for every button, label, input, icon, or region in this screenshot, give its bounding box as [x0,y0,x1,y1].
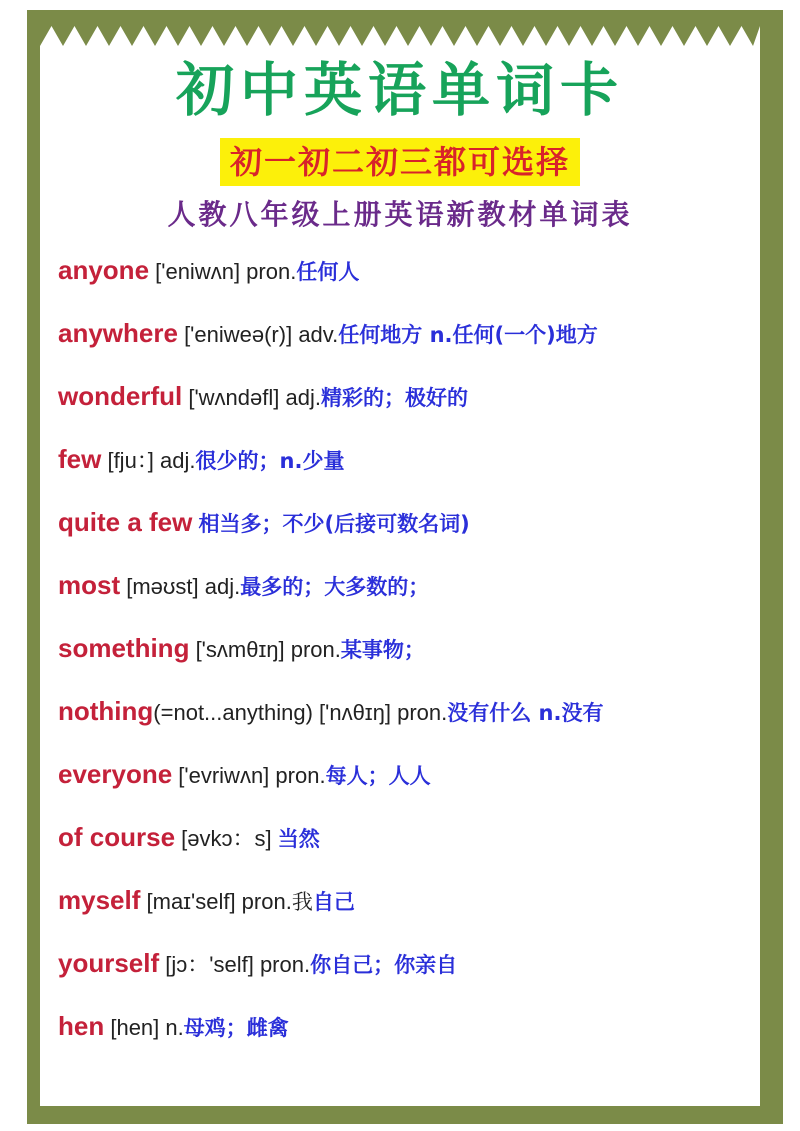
entry-part-of-speech: pron. [397,700,448,725]
vocab-entry [58,374,778,437]
vocab-entry [58,941,778,1004]
entry-phonetic: ['eniwʌn] [149,259,247,284]
vocab-entry [58,248,778,311]
vocabulary-list [58,248,778,1067]
entry-meaning: 任何人 [296,260,360,284]
vocab-entry [58,878,778,941]
entry-word: anyone [58,255,150,285]
entry-word: wonderful [58,381,183,411]
page-subtitle: 人教八年级上册英语新教材单词表 [167,198,633,231]
entry-part-of-speech: adj. [204,574,241,599]
entry-word: myself [58,885,141,915]
entry-meaning-plain: 我 [291,890,313,914]
entry-part-of-speech: adj. [285,385,321,410]
banner-row [0,138,800,186]
vocab-entry [58,500,778,563]
vocab-entry [58,626,778,689]
entry-word: yourself [58,948,160,978]
vocab-entry [58,437,778,500]
entry-part-of-speech: pron. [275,763,326,788]
vocab-entry [58,1004,778,1067]
entry-word: quite a few [58,507,193,537]
entry-phonetic: [fju：] [101,448,161,473]
entry-phonetic: ['nʌθɪŋ] [312,700,398,725]
entry-word: something [58,633,190,663]
entry-part-of-speech: adj. [160,448,196,473]
entry-phonetic: ['eniweə(r)] [177,322,299,347]
vocab-entry [58,815,778,878]
entry-phonetic: ['wʌndəfl] [182,385,286,410]
entry-word: anywhere [58,318,178,348]
entry-part-of-speech: pron. [246,259,297,284]
entry-meaning: 你自己；你亲自 [310,953,458,977]
entry-word: most [58,570,121,600]
entry-meaning: 最多的；大多数的； [240,575,430,599]
vocab-entry [58,563,778,626]
entry-meaning-extra: 自己 [312,890,355,914]
entry-meaning: 精彩的；极好的 [320,386,468,410]
entry-phonetic: [məʊst] [120,574,205,599]
entry-meaning: 没有什么 n.没有 [447,701,604,725]
entry-meaning: 每人；人人 [325,764,431,788]
entry-word: nothing [58,696,154,726]
grade-banner: 初一初二初三都可选择 [220,138,580,186]
entry-meaning: 任何地方 n.任何(一个)地方 [338,323,598,347]
entry-part-of-speech: pron. [259,952,311,977]
entry-phonetic: [jɔ：'self] [159,952,260,977]
entry-extra: (=not...anything) [153,700,313,725]
entry-meaning: 相当多；不少(后接可数名词) [198,512,470,536]
vocab-entry [58,311,778,374]
entry-phonetic: [hen] [104,1015,166,1040]
entry-part-of-speech: pron. [290,637,341,662]
vocab-entry [58,689,778,752]
entry-part-of-speech: pron. [241,889,292,914]
zigzag-border-decoration [40,22,760,48]
entry-part-of-speech: n. [165,1015,184,1040]
entry-meaning: 某事物； [340,638,425,662]
entry-word: of course [58,822,176,852]
entry-word: hen [58,1011,105,1041]
entry-phonetic: [əvkɔ：s] [175,826,278,851]
entry-word: everyone [58,759,173,789]
entry-phonetic: ['sʌmθɪŋ] [189,637,291,662]
entry-meaning: 母鸡；雌禽 [183,1016,289,1040]
page-title: 初中英语单词卡 [175,56,624,124]
entry-meaning: 当然 [277,827,320,851]
entry-phonetic: [maɪ'self] [140,889,242,914]
entry-word: few [58,444,102,474]
entry-meaning: 很少的；n.少量 [195,449,345,473]
entry-part-of-speech: adv. [298,322,339,347]
vocab-entry [58,752,778,815]
entry-phonetic: ['evriwʌn] [172,763,276,788]
